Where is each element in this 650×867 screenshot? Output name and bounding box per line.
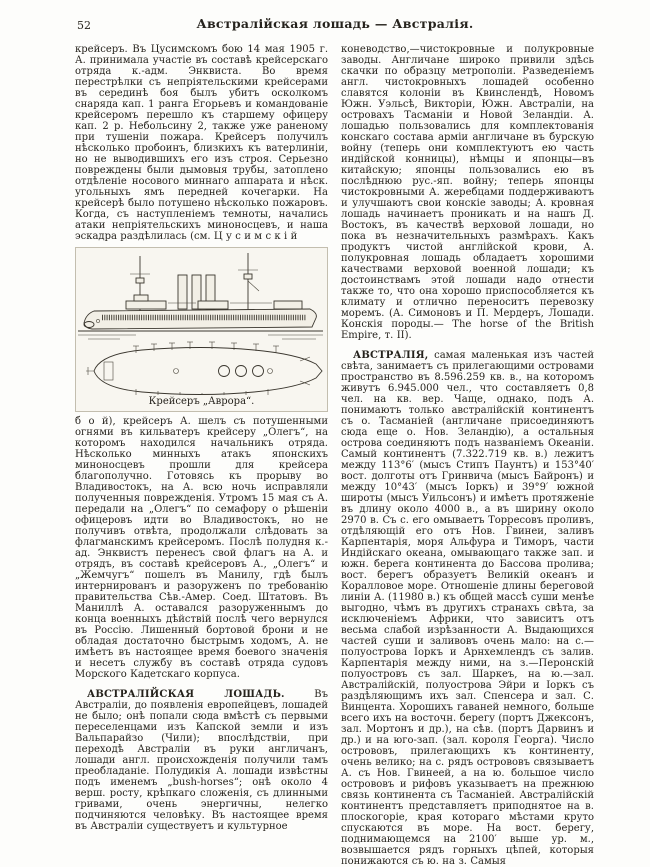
- page-number: 52: [77, 19, 91, 32]
- paragraph-aurora-battle: крейсеръ. Въ Цусимскомъ бою 14 мая 1905 г. А. принимала участіе въ составѣ крейсерскаго отряда к.-адм. Энквиста. Во время перестрѣлки съ непріятельскими крейсерами въ серединѣ боя былъ убитъ осколкомъ снаряда кап. 1 ранга Егорьевъ и командованіе крейсеромъ перешло къ старшему офицеру кап. 2 р. Небольсину 2, также уже раненому при тушеніи пожара. Крейсеръ получилъ нѣсколько пробоинъ, близкихъ къ ватерлиніи, но не выводившихъ его изъ строя. Серьезно повреждены были дымовыя трубы, затоплено отдѣленіе носового миннаго аппарата и нѣск. угольныхъ ямъ передней кочегарки. На крейсерѣ было потушено нѣсколько пожаровъ. Когда, съ наступленіемъ темноты, начались атаки непріятельскихъ миноносцевъ, и наша эскадра раздѣлилась (см. Ц у с и м с к і й: [75, 44, 328, 242]
- article-heading-australia: АВСТРАЛІЯ,: [353, 350, 429, 361]
- cruiser-side-view: [78, 253, 323, 339]
- article-heading-australian-horse: АВСТРАЛІЙСКАЯ ЛОШАДЬ.: [87, 689, 285, 700]
- left-column: [75, 44, 328, 867]
- article-text-australia: самая маленькая изъ частей свѣта, занимаетъ съ прилегающими островами пространство въ 8.596.259 кв. в., на которомъ живутъ 6.945.000 чел., что составляетъ 0,8 чел. на кв. вер. Чаще, однако, подъ А. понимаютъ только австралійскій континентъ съ о. Тасманіей (англичане присоединяютъ сюда еще о. Нов. Зеландію), а остальныя острова соединяютъ подъ названіемъ Океаніи. Самый континентъ (7.322.719 кв. в.) лежитъ между 113°6′ (мысъ Стипъ Паунтъ) и 153°40′ вост. долготы отъ Гринвича (мысъ Байронъ) и между 10°43′ (мысъ Іоркъ) и 39°9′ южной широты (мысъ Уильсонъ) и имѣетъ протяженіе въ длину около 4000 в., а въ ширину около 2970 в. Съ с. его омываетъ Торресовъ проливъ, отдѣляющій его отъ Нов. Гвинеи, заливъ Карпентарія, моря Альфура и Тиморъ, части Индійскаго океана, омывающаго также зап. и южн. берега континента до Бассова пролива; вост. берегъ образуетъ Великій океанъ и Коралловое море. Отношеніе длины береговой линіи А. (11980 в.) къ общей массѣ суши менѣе выгодно, чѣмъ въ другихъ странахъ свѣта, за исключеніемъ Африки, что зависитъ отъ весьма слабой изрѣзанности А. Выдающихся частей суши и заливовъ очень мало: на с.—полуострова Іоркъ и Арнхемлендъ съ залив. Карпентарія между ними, на з.—Перонскій полуостровъ съ зал. Шаркеъ, на ю.—зал. Австралійскій, полуострова Эйри и Іоркъ съ раздѣляющимъ ихъ зал. Спенсера и зал. С. Винцента. Хорошихъ гаваней немного, больше всего ихъ на восточн. берегу (портъ Джексонъ, зал. Мортонъ и др.), на сѣв. (портъ Дарвинъ и др.) и на юго-зап. (зал. короля Георга). Число острововъ, прилегающихъ къ континенту, очень велико; на с. рядъ острововъ связываетъ А. съ Нов. Гвинеей, а на ю. большое число острововъ и рифовъ указываетъ на прежнюю связь континента съ Тасманіей. Австралійскій континентъ представляетъ приподнятое на в. плоскогоріе, края котораго мѣстами круто спускаются въ море. На вост. берегу, поднимающемся на 2100′ выше ур. м., возвышается рядъ горныхъ цѣпей, которыя понижаются съ ю. на з. Самыя: [341, 350, 595, 867]
- page-header: [75, 16, 595, 38]
- running-title: Австралійская лошадь — Австралія.: [196, 16, 474, 31]
- text-columns: [75, 44, 595, 867]
- paragraph-horse-breeding: коневодство,—чистокровные и полукровные заводы. Англичане широко привили здѣсь скачки по образцу метрополіи. Разведеніемъ англ. чистокровныхъ лошадей особенно славятся колоніи въ Квинслендѣ, Новомъ Южн. Уэльсѣ, Викторіи, Южн. Австраліи, на островахъ Тасманіи и Новой Зеландіи. А. лошадью пользовались для комплектованія конскаго состава арміи англичане въ бурскую войну (теперь они комплектуютъ ею часть индійской конницы), нѣмцы и японцы—въ китайскую; японцы пользовались ею въ послѣднюю рус.-яп. войну; теперь японцы чистокровными А. жеребцами поддерживаютъ и улучшаютъ свои конскіе заводы; А. кровная лошадь начинаетъ проникать и на нашъ Д. Востокъ, въ качествѣ верховой лошади, но пока въ незначительныхъ размѣрахъ. Какъ продуктъ чистой англійской крови, А. полукровная лошадь обладаетъ хорошими качествами верховой военной лошади; къ достоинствамъ этой лошади надо отнести также то, что она хорошо приспособляется къ климату и отлично переноситъ перевозку моремъ. (А. Симоновъ и П. Мердеръ, Лошади. Конскія породы.— The horse of the British Empire, т. II).: [341, 44, 594, 341]
- cruiser-aurora-illustration: [78, 251, 323, 395]
- article-text-australian-horse: Въ Австраліи, до появленія европейцевъ, лошадей не было; онѣ попали сюда вмѣстѣ съ первыми переселенцами изъ Капской земли и изъ Вальпарайзо (Чили); впослѣдствіи, при переходѣ Австраліи въ руки англичанъ, лошади англ. происхожденія получили тамъ преобладаніе. Полудикія А. лошади извѣстны подъ именемъ „bush-horses“; онѣ около 4 верш. росту, крѣпкаго сложенія, съ длинными гривами, очень энергичны, нелегко подчиняются человѣку. Въ настоящее время въ Австраліи существуетъ и культурное: [75, 689, 328, 832]
- figure-caption: Крейсеръ „Аврора“.: [148, 396, 255, 407]
- cruiser-deck-plan: [86, 342, 322, 395]
- paragraph-aurora-manila: б о й), крейсеръ А. шелъ съ потушенными огнями въ кильватеръ крейсеру „Олегъ“, на которомъ находился начальникъ отряда. Нѣсколько минныхъ атакъ японскихъ миноносцевъ прошли для крейсера благополучно. Готовясь къ прорыву во Владивостокъ, на А. всю ночь исправляли полученныя поврежденія. Утромъ 15 мая съ А. передали на „Олегъ“ по семафору о рѣшеніи офицеровъ идти во Владивостокъ, но не получивъ отвѣта, продолжали слѣдовать за флагманскимъ крейсеромъ. Послѣ полудня к.-ад. Энквистъ перенесъ свой флагъ на А. и отрядъ, въ составѣ крейсеровъ А., „Олегъ“ и „Жемчугъ“ пошелъ въ Манилу, гдѣ былъ интернированъ и разоруженъ по требованію правительства Сѣв.-Амер. Соед. Штатовъ. Въ Маниллѣ А. оставался разоруженнымъ до конца военныхъ дѣйствій послѣ чего вернулся въ Россію. Лишенный бортовой брони и не обладая достаточно быстрымъ ходомъ, А. не имѣетъ въ настоящее время боевого значенія и несетъ службу въ составѣ отряда судовъ Морского Кадетскаго корпуса.: [75, 416, 328, 680]
- right-column: [341, 44, 594, 867]
- article-australian-horse: [75, 689, 328, 832]
- aurora-figure: [75, 247, 328, 412]
- article-australia: [341, 350, 594, 867]
